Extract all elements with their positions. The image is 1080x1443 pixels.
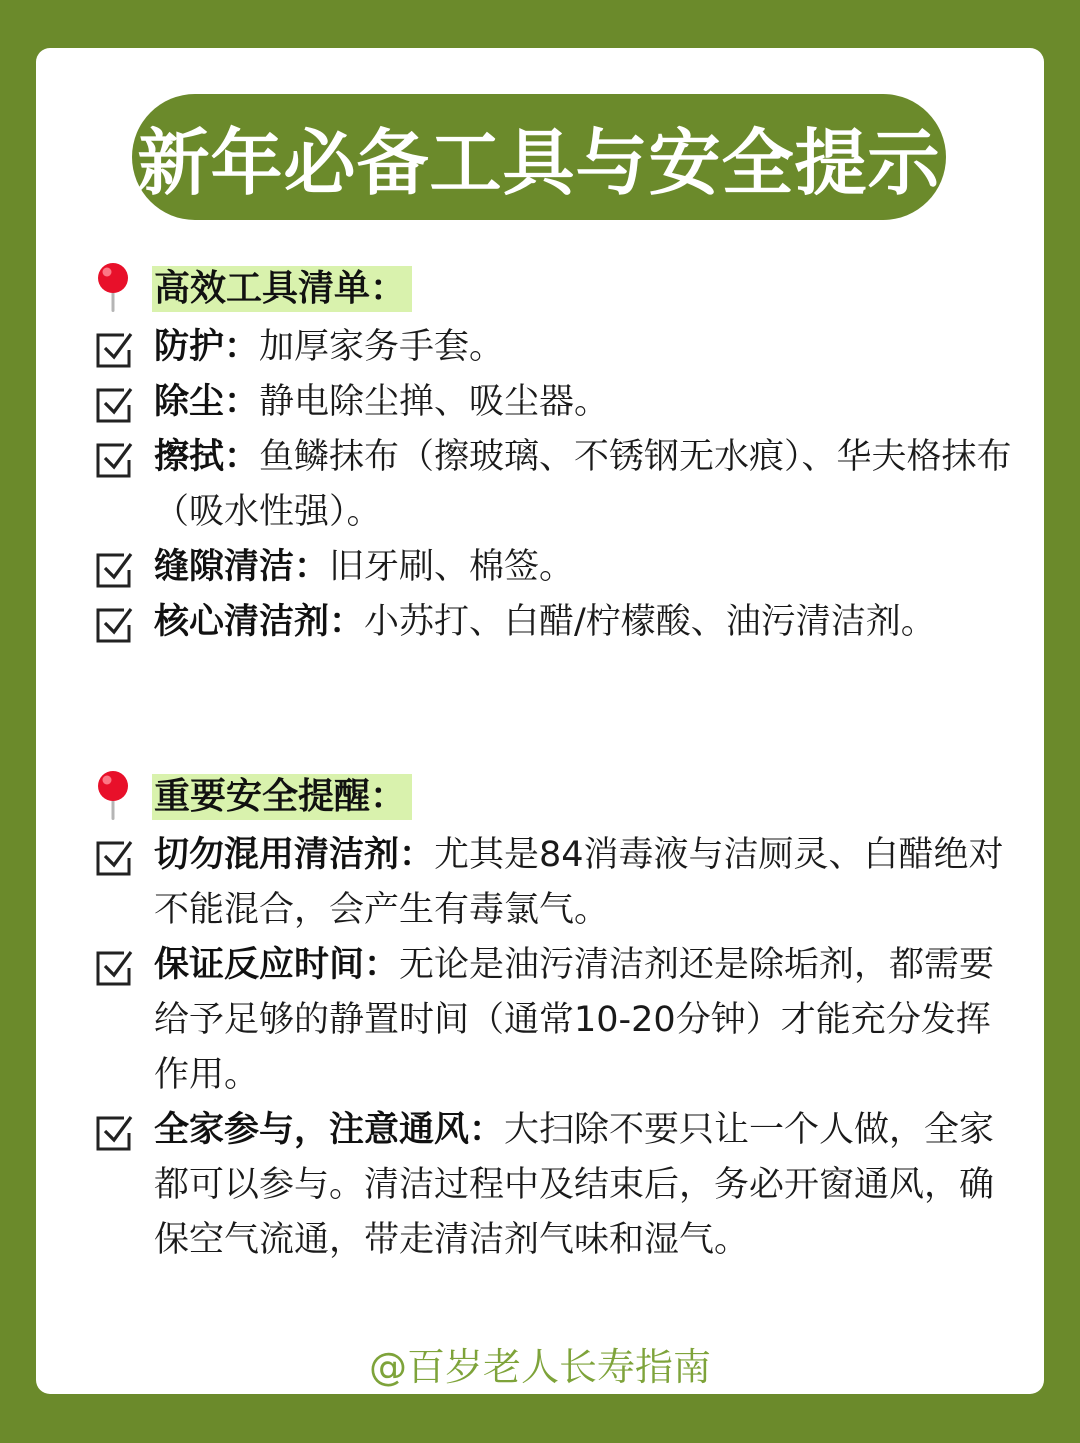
checkbox-checked-icon (94, 605, 134, 645)
item-text: 小苏打、白醋/柠檬酸、油污清洁剂。 (364, 602, 936, 642)
list-item (94, 828, 1014, 938)
item-label: 擦拭： (154, 437, 260, 477)
section-title: 高效工具清单： (152, 266, 412, 312)
section-header (94, 260, 1014, 320)
item-label: 防护： (154, 327, 260, 367)
list-item (94, 375, 1014, 430)
checkbox-checked-icon (94, 385, 134, 425)
author-watermark: @百岁老人长寿指南 (368, 1345, 711, 1389)
pushpin-icon (94, 262, 132, 314)
list-item (94, 938, 1014, 1103)
item-text: 大扫除不要只让一个人做，全家都可以参与。清洁过程中及结束后，务必开窗通风，确保空气流通，带走清洁剂气味和湿气。 (154, 1110, 995, 1260)
section-tools (94, 260, 1014, 650)
checkbox-checked-icon (94, 550, 134, 590)
item-text: 尤其是84消毒液与洁厕灵、白醋绝对不能混合，会产生有毒氯气。 (154, 835, 1004, 930)
pushpin-icon (94, 770, 132, 822)
item-text: 旧牙刷、棉签。 (329, 547, 575, 587)
checkbox-checked-icon (94, 440, 134, 480)
item-text: 无论是油污清洁剂还是除垢剂，都需要给予足够的静置时间（通常10-20分钟）才能充分发挥作用。 (154, 945, 995, 1095)
item-text: 鱼鳞抹布（擦玻璃、不锈钢无水痕）、华夫格抹布（吸水性强）。 (154, 437, 1012, 532)
item-label: 核心清洁剂： (154, 602, 365, 642)
item-label: 切勿混用清洁剂： (154, 835, 435, 875)
list-item (94, 430, 1014, 540)
list-item (94, 540, 1014, 595)
item-label: 保证反应时间： (154, 945, 400, 985)
content-card (36, 48, 1044, 1394)
item-label: 除尘： (154, 382, 260, 422)
item-text: 静电除尘掸、吸尘器。 (259, 382, 610, 422)
item-label: 全家参与，注意通风： (154, 1110, 505, 1150)
page-title: 新年必备工具与安全提示 (132, 94, 946, 220)
checkbox-checked-icon (94, 330, 134, 370)
checkbox-checked-icon (94, 838, 134, 878)
list-item (94, 1103, 1014, 1268)
item-label: 缝隙清洁： (154, 547, 330, 587)
list-item (94, 595, 1014, 650)
section-title: 重要安全提醒： (152, 774, 412, 820)
list-item (94, 320, 1014, 375)
item-text: 加厚家务手套。 (259, 327, 505, 367)
section-safety (94, 768, 1014, 1268)
checkbox-checked-icon (94, 948, 134, 988)
section-header (94, 768, 1014, 828)
checkbox-checked-icon (94, 1113, 134, 1153)
